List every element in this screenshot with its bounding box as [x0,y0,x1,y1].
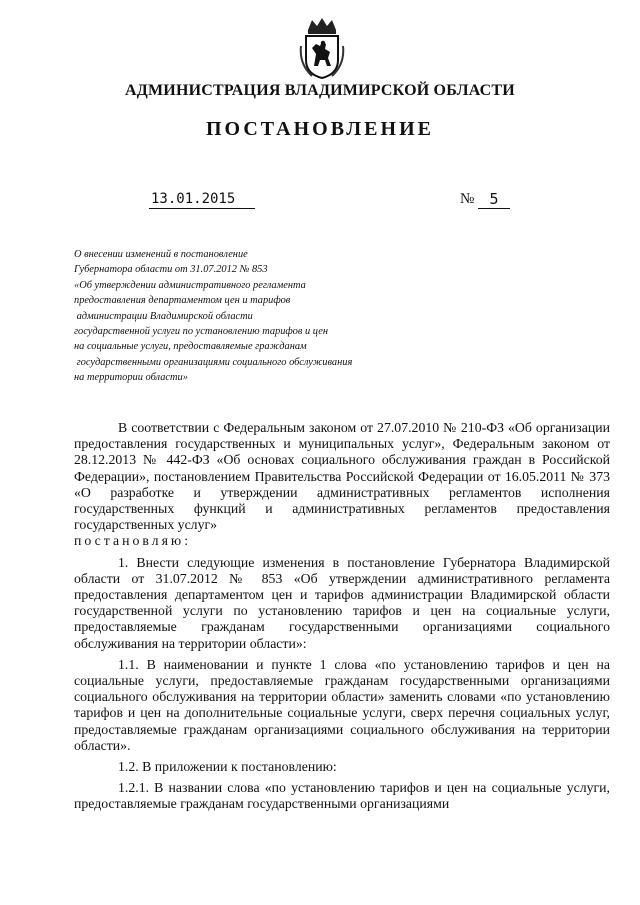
subject-line: государственными организациями социального обслуживания [74,356,353,368]
subject-line: предоставления департаментом цен и тарифов [74,295,291,307]
document-body [74,420,610,813]
vladimir-coat-of-arms-icon [298,16,346,80]
document-date: 13.01.2015 [149,190,255,209]
decree-word: постановляю: [74,533,192,549]
item-1-paragraph: 1. Внести следующие изменения в постановление Губернатора Владимирской области от 31.07.2012 № 853 «Об утверждении административного регламента предоставления департаментом цен и тарифов администрации Владимирской области государственной услуги по установлению тарифов и цен на социальные услуги, предоставляемые гражданам государственными организациями социального обслуживания на территории области»: [74,554,610,651]
subject-line: Губернатора области от 31.07.2012 № 853 [74,264,268,276]
document-type-title: ПОСТАНОВЛЕНИЕ [206,118,434,140]
preamble-paragraph: В соответствии с Федеральным законом от 27.07.2010 № 210-ФЗ «Об организации предоставления государственных и муниципальных услуг», Федеральным законом от 28.12.2013 № 442-ФЗ «Об основах социального обслуживания граждан в Российской Федерации», постановлением Правительства Российской Федерации от 16.05.2011 № 373 «О разработке и утверждении административных регламентов исполнения государственных функций и административных регламентов предоставления государственных услуг» [74,420,610,533]
subject-line: О внесении изменений в постановление [74,249,248,260]
organization-name: АДМИНИСТРАЦИЯ ВЛАДИМИРСКОЙ ОБЛАСТИ [125,82,515,99]
document-number: 5 [478,190,510,209]
number-label: № [460,191,475,207]
item-1-2-paragraph: 1.2. В приложении к постановлению: [118,759,337,775]
subject-line: на территории области» [74,372,188,384]
subject-line: «Об утверждении административного регламента [74,279,306,291]
subject-line: государственной услуги по установлению тарифов и цен [74,326,328,338]
subject-line: администрации Владимирской области [74,310,253,322]
item-1-2-1-paragraph: 1.2.1. В названии слова «по установлению тарифов и цен на социальные услуги, предоставляемые гражданам государственными организациями [74,780,610,812]
item-1-1-paragraph: 1.1. В наименовании и пункте 1 слова «по установлению тарифов и цен на социальные услуги, предоставляемые гражданам государственными организациями социального обслуживания на территории области» заменить словами «по установлению тарифов и цен на дополнительные социальные услуги, сверх перечня социальных услуг, предоставляемые гражданам организациями социального обслуживания на территории области». [74,656,610,753]
document-subject [74,247,474,386]
subject-line: на социальные услуги, предоставляемые гражданам [74,341,307,353]
